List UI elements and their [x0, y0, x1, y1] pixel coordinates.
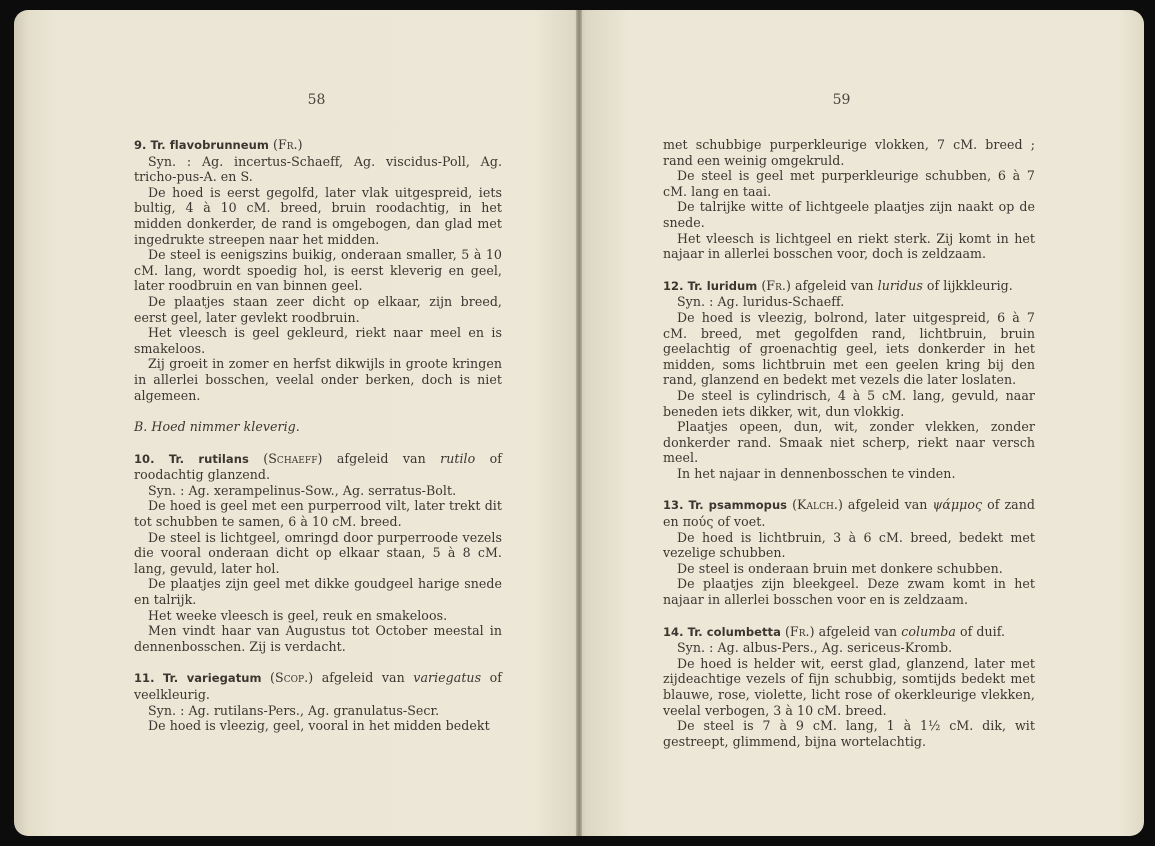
species-name: Tr. luridum [687, 278, 758, 293]
left-page-text [134, 137, 502, 734]
left-page [14, 10, 579, 836]
entry-number: 14. [663, 624, 684, 639]
paragraph: De hoed is lichtbruin, 3 à 6 cM. breed, bedekt met vezelige schubben. [663, 529, 1035, 561]
species-name: Tr. columbetta [687, 624, 781, 639]
paragraph: Syn. : Ag. luridus-Schaeff. [677, 294, 845, 310]
etymology-word: ψάμμος [932, 497, 983, 513]
etymology-word: rutilo [440, 450, 476, 466]
author-abbrev: (Fr.) [784, 623, 815, 639]
species-entry [663, 497, 1035, 529]
entry-number: 9. [134, 138, 147, 152]
author-abbrev: (Fr.) [761, 277, 791, 293]
paragraph: In het najaar in dennenbosschen te vinden. [677, 465, 956, 481]
page-number-left: 58 [307, 92, 326, 108]
entry-number: 12. [663, 278, 684, 293]
paragraph: De hoed is helder wit, eerst glad, glanzend, later met zijdeachtige vezels of fijn schubbig, somtijds bedekt met blauwe, rose, violette, licht rose of okerkleurige vlekken, veelal verbogen, 3 à 10 cM. breed. [663, 655, 1035, 718]
etymology-text: afgeleid van [842, 497, 933, 513]
etymology-word: variegatus [413, 670, 482, 686]
entry-number: 11. [134, 671, 155, 686]
paragraph: De plaatjes zijn geel met dikke goudgeel harige snede en talrijk. [134, 576, 502, 608]
etymology-tail: of veelkleurig. [134, 670, 502, 702]
paragraph: De hoed is eerst gegolfd, later vlak uitgespreid, iets bultig, 4 à 10 cM. breed, bruin roodachtig, in het midden donkerder, de rand is omgebogen, dan glad met ingedrukte streepen naar het midden. [134, 184, 502, 247]
paragraph: De hoed is geel met een purperrood vilt, later trekt dit tot schubben te samen, 6 à 10 cM. breed. [134, 498, 502, 530]
species-name: Tr. flavobrunneum [150, 138, 269, 152]
page-number-right: 59 [832, 92, 851, 108]
author-abbrev: (Fr.) [272, 137, 303, 152]
species-name: Tr. variegatum [163, 671, 262, 686]
right-page-text [663, 137, 1035, 749]
paragraph: Plaatjes opeen, dun, wit, zonder vlekken, zonder donkerder rand. Smaak niet scherp, riekt naar versch meel. [663, 419, 1035, 466]
etymology-text: afgeleid van [790, 277, 878, 293]
species-name: Tr. psammopus [688, 498, 788, 513]
paragraph: Zij groeit in zomer en herfst dikwijls in groote kringen in allerlei bosschen, veelal onder berken, doch is niet algemeen. [134, 356, 502, 403]
species-name: Tr. rutilans [168, 451, 249, 466]
paragraph: Het vleesch is geel gekleurd, riekt naar meel en is smakeloos. [134, 325, 502, 356]
paragraph: Syn. : Ag. xerampelinus-Sow., Ag. serratus-Bolt. [148, 482, 457, 498]
etymology-tail: of zand en πούς of voet. [663, 497, 1036, 530]
species-entry [663, 278, 1035, 295]
etymology-tail: of roodachtig glanzend. [134, 450, 503, 483]
paragraph: De plaatjes staan zeer dicht op elkaar, zijn breed, eerst geel, later gevlekt roodbruin. [134, 293, 502, 325]
paragraph: De hoed is vleezig, bolrond, later uitgespreid, 6 à 7 cM. breed, met gegolfden rand, lichtbruin, bruin geelachtig of groenachtig geel, iets donkerder in het midden, soms lichtbruin met een geelen kring bij den rand, glanzend en bedekt met vezels die later loslaten. [663, 309, 1035, 388]
species-entry [134, 670, 502, 702]
author-abbrev: (Kalch.) [792, 497, 843, 513]
etymology-word: luridus [877, 277, 923, 293]
etymology-word: columba [901, 623, 956, 639]
etymology-text: afgeleid van [322, 450, 441, 466]
species-entry [663, 624, 1035, 641]
paragraph: De talrijke witte of lichtgeele plaatjes zijn naakt op de snede. [663, 199, 1035, 230]
author-abbrev: (Scop.) [270, 670, 314, 686]
entry-number: 10. [134, 451, 155, 466]
paragraph: De steel is cylindrisch, 4 à 5 cM. lang, gevuld, naar beneden iets dikker, wit, dun vlokkig. [663, 387, 1035, 419]
paragraph: De steel is geel met purperkleurige schubben, 6 à 7 cM. lang en taai. [663, 168, 1035, 199]
paragraph: Syn. : Ag. albus-Pers., Ag. sericeus-Kromb. [677, 640, 953, 656]
paragraph: De hoed is vleezig, geel, vooral in het midden bedekt [148, 718, 490, 734]
paragraph: De steel is lichtgeel, omringd door purperroode vezels die vooral onderaan dicht op elkaar staan, 5 à 8 cM. lang, gevuld, later hol. [134, 529, 502, 576]
paragraph: De steel is onderaan bruin met donkere schubben. [677, 560, 1003, 576]
section-heading-text: B. Hoed nimmer kleverig. [134, 419, 300, 435]
author-abbrev: (Schaeff) [263, 450, 323, 466]
etymology-text: afgeleid van [313, 670, 414, 686]
paragraph: Syn. : Ag. incertus-Schaeff, Ag. viscidus-Poll, Ag. tricho-pus-A. en S. [134, 153, 502, 185]
section-heading [134, 419, 502, 435]
paragraph: Men vindt haar van Augustus tot October meestal in dennenbosschen. Zij is verdacht. [134, 623, 502, 654]
paragraph: Syn. : Ag. rutilans-Pers., Ag. granulatus-Secr. [148, 702, 440, 718]
right-page [579, 10, 1144, 836]
paragraph: De steel is 7 à 9 cM. lang, 1 à 1½ cM. dik, wit gestreept, glimmend, bijna wortelachtig. [663, 718, 1035, 749]
book-binding [576, 10, 582, 836]
etymology-tail: of duif. [955, 623, 1006, 639]
paragraph: Het vleesch is lichtgeel en riekt sterk. Zij komt in het najaar in allerlei bosschen voor, doch is zeldzaam. [663, 230, 1035, 262]
etymology-tail: of lijkkleurig. [922, 277, 1013, 293]
species-entry [134, 137, 502, 154]
entry-number: 13. [663, 498, 684, 513]
species-entry [134, 451, 502, 483]
paragraph: De steel is eenigszins buikig, onderaan smaller, 5 à 10 cM. lang, wordt spoedig hol, is eerst kleverig en geel, later roodbruin en van binnen geel. [134, 247, 502, 294]
paragraph: met schubbige purperkleurige vlokken, 7 cM. breed ; rand een weinig omgekruld. [663, 137, 1035, 168]
paragraph: De plaatjes zijn bleekgeel. Deze zwam komt in het najaar in allerlei bosschen voor en is zeldzaam. [663, 576, 1035, 608]
paragraph: Het weeke vleesch is geel, reuk en smakeloos. [148, 607, 448, 623]
etymology-text: afgeleid van [814, 623, 902, 639]
